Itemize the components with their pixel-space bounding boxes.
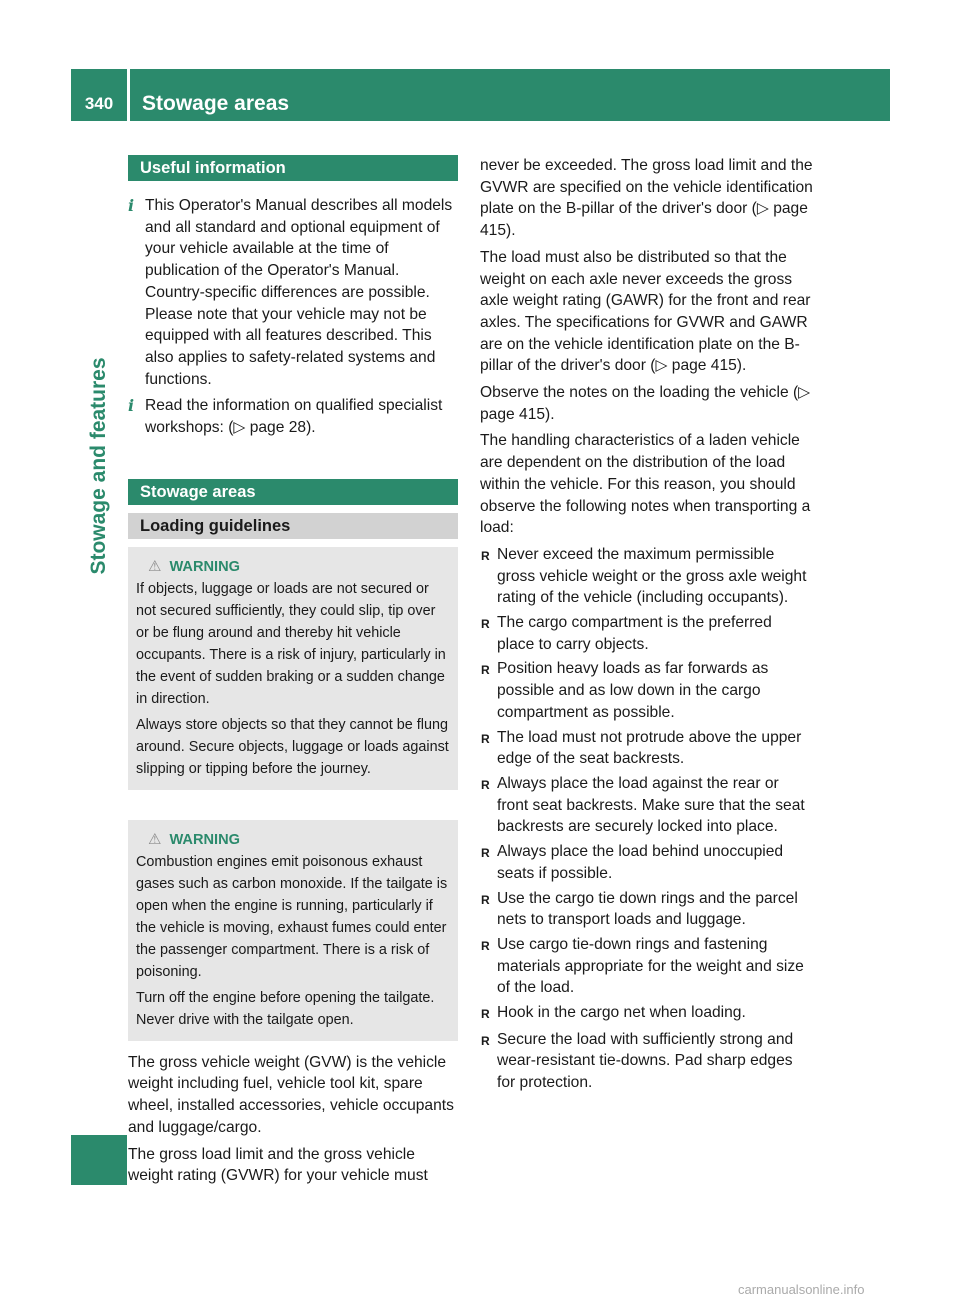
info-icon: i (128, 196, 135, 215)
list-item-text: The cargo compartment is the preferred place to carry objects. (497, 614, 772, 653)
subsection-heading-loading-guidelines: Loading guidelines (128, 513, 458, 539)
list-item (480, 888, 813, 931)
info-icon: i (128, 396, 135, 416)
bullet-mark: R (481, 1033, 490, 1048)
list-item (480, 727, 813, 770)
list-item (480, 658, 813, 723)
warning-text: Combustion engines emit poisonous exhaust gases such as carbon monoxide. If the tailgate is open when the engine is running, particularly if the vehicle is moving, exhaust fumes could enter the passenger compartment. There is a risk of poisoning. (136, 853, 448, 980)
list-item-text: Secure the load with sufficiently strong and wear-resistant tie-downs. Pad sharp edges for protection. (497, 1030, 794, 1092)
info-note-text: Read the information on qualified specialist workshops: (▷ page 28). (145, 397, 443, 437)
body-paragraph: The handling characteristics of a laden vehicle are dependent on the distribution of the load within the vehicle. For this reason, you should observe the following notes when transporting a load: (480, 432, 811, 537)
list-item-text: Always place the load behind unoccupied seats if possible. (497, 843, 784, 882)
list-item-text: Always place the load against the rear or front seat backrests. Make sure that the seat backrests are securely locked into place. (497, 774, 805, 836)
page-header (71, 69, 890, 121)
bullet-mark: R (481, 892, 490, 907)
bullet-mark: R (481, 938, 490, 953)
list-item (480, 841, 813, 884)
info-note-text: This Operator's Manual describes all models and all standard and optional equipment of your vehicle available at the time of publication of the Operator's Manual. Country-specific differences are possible. Please note that your vehicle may not be equipped with all features described. This also applies to safety-related systems and functions. (145, 197, 453, 388)
list-item (480, 544, 813, 609)
bullet-mark: R (481, 663, 490, 678)
list-item-text: Use cargo tie-down rings and fastening materials appropriate for the weight and size of the load. (497, 935, 804, 997)
info-note (128, 395, 458, 438)
warning-text: If objects, luggage or loads are not secured or not secured sufficiently, they could slip, tip over or be flung around and thereby hit vehicle occupants. There is a risk of injury, particularly in the event of sudden braking or a sudden change in direction. (136, 580, 446, 707)
chapter-label: Stowage and features (87, 357, 110, 575)
body-paragraph: The gross vehicle weight (GVW) is the vehicle weight including fuel, vehicle tool kit, spare wheel, installed accessories, vehicle occupants and luggage/cargo. (128, 1053, 454, 1136)
list-item-text: Position heavy loads as far forwards as possible and as low down in the cargo compartment as possible. (497, 660, 769, 721)
body-paragraph: Observe the notes on the loading the vehicle (▷ page 415). (480, 384, 811, 423)
warning-header (136, 556, 450, 578)
watermark: carmanualsonline.info (738, 1282, 865, 1297)
warning-text: Turn off the engine before opening the tailgate. Never drive with the tailgate open. (136, 989, 435, 1028)
bullet-mark: R (481, 617, 490, 632)
body-paragraph: never be exceeded. The gross load limit and the GVWR are specified on the vehicle identification plate on the B-pillar of the driver's door (▷ page 415). (480, 157, 813, 240)
info-note (128, 195, 458, 390)
loading-notes-list (480, 544, 813, 1094)
list-item (480, 612, 813, 655)
warning-label: WARNING (169, 558, 240, 575)
page-number: 340 (84, 94, 114, 113)
chapter-marker (71, 1135, 127, 1185)
body-paragraph: The load must also be distributed so that the weight on each axle never exceeds the gross axle weight rating (GAWR) for the front and rear axles. The specifications for GVWR and GAWR are on the vehicle identification plate on the B-pillar of the driver's door (▷ page 415). (480, 248, 811, 375)
warning-text: Always store objects so that they cannot be flung around. Secure objects, luggage or loads against slipping or tipping before the journey. (136, 716, 449, 777)
right-column (480, 155, 813, 1097)
list-item-text: Use the cargo tie down rings and the parcel nets to transport loads and luggage. (497, 889, 798, 929)
warning-triangle-icon: ⚠ (148, 557, 162, 575)
left-column (128, 155, 458, 1192)
warning-box (128, 820, 458, 1041)
page-title: Stowage areas (142, 92, 290, 115)
bullet-mark: R (481, 731, 490, 746)
list-item (480, 1029, 813, 1094)
bullet-mark: R (481, 777, 490, 792)
section-heading-stowage-areas: Stowage areas (128, 479, 458, 505)
list-item (480, 773, 813, 838)
warning-label: WARNING (169, 831, 240, 848)
list-item (480, 1002, 813, 1026)
chapter-side-tab (71, 121, 127, 1185)
warning-header (136, 829, 450, 851)
body-paragraph: The gross load limit and the gross vehicle weight rating (GVWR) for your vehicle must (128, 1145, 428, 1185)
list-item (480, 934, 813, 999)
bullet-mark: R (481, 846, 490, 861)
list-item-text: Never exceed the maximum permissible gross vehicle weight or the gross axle weight rating of the vehicle (including occupants). (497, 545, 807, 607)
warning-box (128, 547, 458, 790)
bullet-mark: R (481, 548, 490, 563)
list-item-text: The load must not protrude above the upper edge of the seat backrests. (497, 728, 802, 768)
section-heading-useful-information: Useful information (128, 155, 458, 181)
list-item-text: Hook in the cargo net when loading. (497, 1004, 746, 1022)
warning-triangle-icon: ⚠ (148, 830, 162, 848)
bullet-mark: R (481, 1007, 490, 1022)
